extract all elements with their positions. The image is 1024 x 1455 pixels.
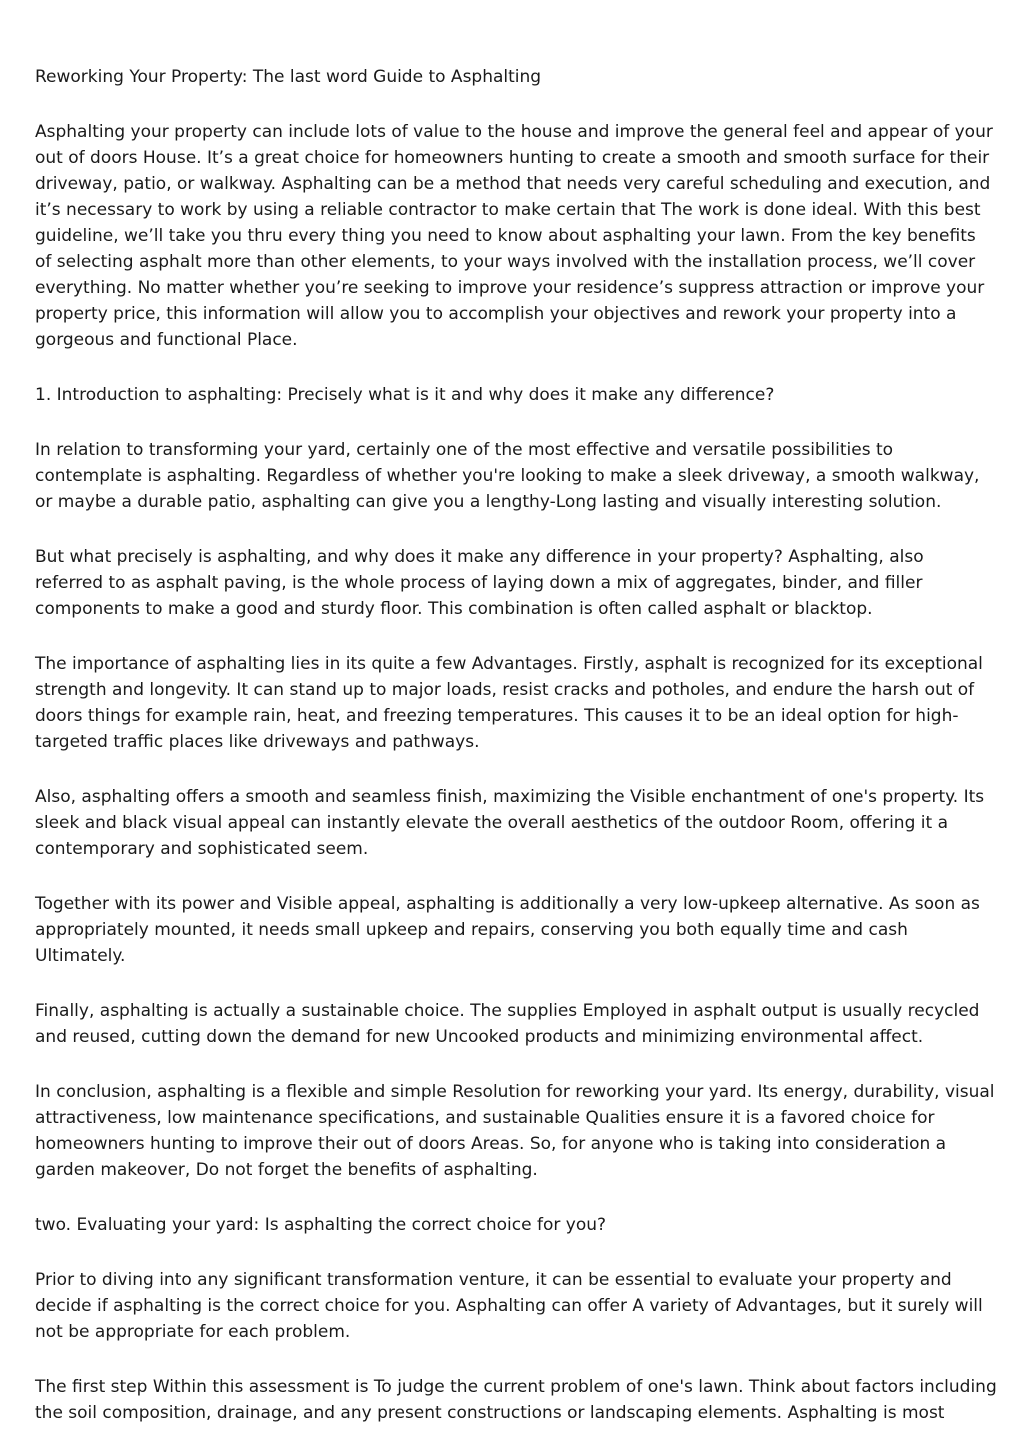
- paragraph: Together with its power and Visible appeal, asphalting is additionally a very low-upkeep alternative. As soon as appropriately mounted, it needs small upkeep and repairs, conserving you both equally time and cash Ultimately.: [35, 894, 980, 966]
- paragraph: In relation to transforming your yard, certainly one of the most effective and versatile possibilities to contemplate is asphalting. Regardless of whether you're looking to make a sleek driveway, a smooth walkway, or maybe a durable patio, asphalting can give you a lengthy-Long lasting and visually interesting solution.: [35, 440, 980, 512]
- document-page: [35, 64, 997, 1455]
- paragraph: The first step Within this assessment is To judge the current problem of one's lawn. Think about factors including the soil composition, drainage, and any present constructions or landscaping elements. Asphalting is most: [35, 1377, 997, 1423]
- document-title: Reworking Your Property: The last word Guide to Asphalting: [35, 67, 542, 87]
- paragraph: The importance of asphalting lies in its quite a few Advantages. Firstly, asphalt is recognized for its exceptional strength and longevity. It can stand up to major loads, resist cracks and potholes, and endure the harsh out of doors things for example rain, heat, and freezing temperatures. This causes it to be an ideal option for high-targeted traffic places like driveways and pathways.: [35, 654, 983, 752]
- paragraph: Also, asphalting offers a smooth and seamless finish, maximizing the Visible enchantment of one's property. Its sleek and black visual appeal can instantly elevate the overall aesthetics of the outdoor Room, offering it a contemporary and sophisticated seem.: [35, 787, 985, 859]
- paragraph: Prior to diving into any significant transformation venture, it can be essential to evaluate your property and decide if asphalting is the correct choice for you. Asphalting can offer A variety of Advantages, but it surely will not be appropriate for each problem.: [35, 1270, 983, 1342]
- section-heading-1: 1. Introduction to asphalting: Precisely what is it and why does it make any difference?: [35, 385, 775, 405]
- paragraph: But what precisely is asphalting, and why does it make any difference in your property? Asphalting, also referred to as asphalt paving, is the whole process of laying down a mix of aggregates, binder, and filler components to make a good and sturdy floor. This combination is often called asphalt or blacktop.: [35, 547, 924, 619]
- paragraph-intro: Asphalting your property can include lots of value to the house and improve the general feel and appear of your out of doors House. It’s a great choice for homeowners hunting to create a smooth and smooth surface for their driveway, patio, or walkway. Asphalting can be a method that needs very careful scheduling and execution, and it’s necessary to work by using a reliable contractor to make certain that The work is done ideal. With this best guideline, we’ll take you thru every thing you need to know about asphalting your lawn. From the key benefits of selecting asphalt more than other elements, to your ways involved with the installation process, we’ll cover everything. No matter whether you’re seeking to improve your residence’s suppress attraction or improve your property price, this information will allow you to accomplish your objectives and rework your property into a gorgeous and functional Place.: [35, 122, 993, 350]
- paragraph: Finally, asphalting is actually a sustainable choice. The supplies Employed in asphalt output is usually recycled and reused, cutting down the demand for new Uncooked products and minimizing environmental affect.: [35, 1001, 980, 1047]
- section-heading-2: two. Evaluating your yard: Is asphalting the correct choice for you?: [35, 1215, 607, 1235]
- paragraph: In conclusion, asphalting is a flexible and simple Resolution for reworking your yard. Its energy, durability, visual attractiveness, low maintenance specifications, and sustainable Qualities ensure it is a favored choice for homeowners hunting to improve their out of doors Areas. So, for anyone who is taking into consideration a garden makeover, Do not forget the benefits of asphalting.: [35, 1082, 995, 1180]
